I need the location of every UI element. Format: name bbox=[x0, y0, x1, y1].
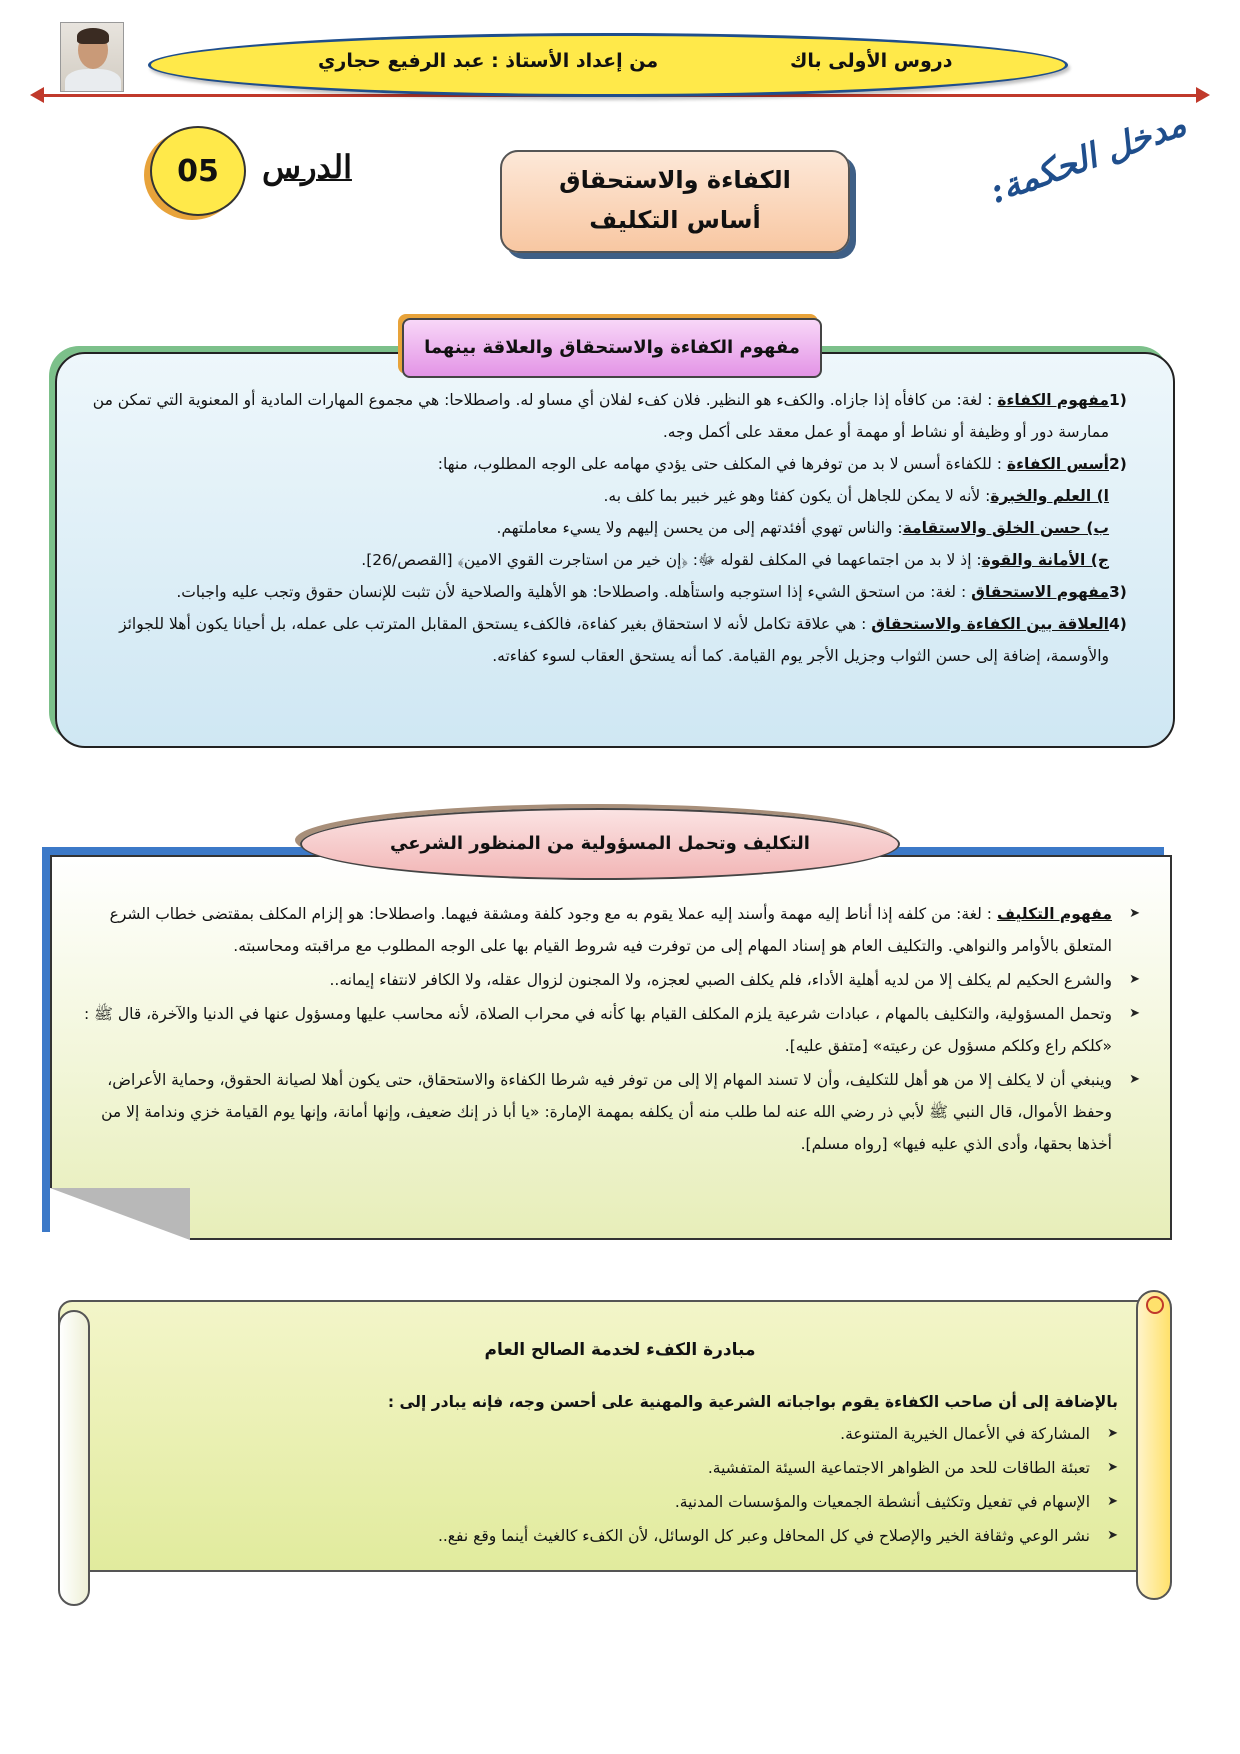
definition-text: : لأنه لا يمكن للجاهل أن يكون كفئا وهو غير خبير بما كلف به. bbox=[603, 487, 991, 505]
section1-body bbox=[80, 384, 1135, 672]
list-item bbox=[72, 1064, 1140, 1160]
item-text: وينبغي أن لا يكلف إلا من هو أهل للتكليف، وأن لا تسند المهام إلا إلى من توفر فيه شرطا الكفاءة والاستحقاق، حتى يكون أهلا لصيانة الحقوق، وحماية الأعراض، وحفظ الأموال، قال النبي ﷺ لأبي ذر رضي الله عنه لما طلب منه أن يكلفه بمهمة الإمارة: «يا أبا ذر إنك ضعيف، وإنها أمانة، وإنها يوم القيامة خزي وندامة إلا من أخذها بحقها، وأدى الذي عليه فيها» [رواه مسلم]. bbox=[101, 1071, 1112, 1153]
definition-text: : لغة: من كافأه إذا جازاه. والكفء هو النظير. فلان كفء لفلان أي مساو له. واصطلاحا: هي مجموع المهارات المادية أو المعنوية التي تمكن من ممارسة دور أو وظيفة أو نشاط أو مهمة أو عمل معقد على أكمل وجه. bbox=[92, 391, 1109, 441]
term: مفهوم الكفاءة bbox=[997, 391, 1109, 409]
section3-body bbox=[280, 1386, 1118, 1554]
arrow-bullet-icon: ➤ bbox=[1129, 1006, 1140, 1021]
lesson-title-line2: أساس التكليف bbox=[589, 206, 761, 234]
arrow-bullet-icon: ➤ bbox=[1129, 972, 1140, 987]
author-label: من إعداد الأستاذ : عبد الرفيع حجاري bbox=[318, 50, 659, 72]
section1-heading: مفهوم الكفاءة والاستحقاق والعلاقة بينهما bbox=[402, 318, 822, 378]
term: مفهوم الاستحقاق bbox=[971, 583, 1109, 601]
item-text: الإسهام في تفعيل وتكثيف أنشطة الجمعيات والمؤسسات المدنية. bbox=[674, 1493, 1090, 1511]
right-arrow-icon bbox=[1196, 87, 1210, 103]
list-item bbox=[72, 964, 1140, 996]
lesson-number-badge: 05 bbox=[150, 126, 246, 216]
arrow-bullet-icon: ➤ bbox=[1107, 1494, 1118, 1509]
relationship bbox=[80, 608, 1135, 672]
definition-merit bbox=[80, 576, 1135, 608]
scroll-left-roll bbox=[58, 1310, 90, 1606]
list-item bbox=[280, 1486, 1118, 1518]
term: أسس الكفاءة bbox=[1006, 455, 1109, 473]
definition-text: : لغة: من كلفه إذا أناط إليه مهمة وأسند إليه عملا يقوم به مع وجود كلفة ومشقة فيهما. واصطلاحا: هو إلزام المكلف بمقتضى خطاب الشرع المتعلق بالأوامر والنواهي. والتكليف العام هو إسناد المهام إلى من توفرت فيه شروط القيام بها على الوجه المطلوب مع مراقبته ومحاسبته. bbox=[109, 905, 1112, 955]
arrow-bullet-icon: ➤ bbox=[1129, 906, 1140, 921]
item-text: والشرع الحكيم لم يكلف إلا من لديه أهلية الأداء، فلم يكلف الصبي لعجزه، ولا المجنون لزوال عقله، ولا الكافر لانتفاء إيمانه.. bbox=[329, 971, 1112, 989]
definition-text: : للكفاءة أسس لا بد من توفرها في المكلف حتى يؤدي مهامه على الوجه المطلوب، منها: bbox=[437, 455, 1007, 473]
item-number: 1) bbox=[1109, 391, 1127, 409]
list-item bbox=[280, 1418, 1118, 1450]
item-number: 4) bbox=[1109, 615, 1127, 633]
competence-foundations bbox=[80, 448, 1135, 480]
arrow-bullet-icon: ➤ bbox=[1107, 1426, 1118, 1441]
term: ا) العلم والخبرة bbox=[990, 487, 1109, 505]
scroll-knob-icon bbox=[1146, 1296, 1164, 1314]
lesson-title-line1: الكفاءة والاستحقاق bbox=[559, 166, 791, 194]
item-text: تعبئة الطاقات للحد من الظواهر الاجتماعية السيئة المتفشية. bbox=[707, 1459, 1090, 1477]
left-arrow-icon bbox=[30, 87, 44, 103]
arrow-bullet-icon: ➤ bbox=[1129, 1072, 1140, 1087]
photo-shirt bbox=[65, 69, 121, 92]
definition-text: : والناس تهوي أفئدتهم إلى من يحسن إليهم ولا يسيء معاملتهم. bbox=[496, 519, 903, 537]
item-text: نشر الوعي وثقافة الخير والإصلاح في كل المحافل وعبر كل الوسائل، لأن الكفء كالغيث أينما وقع نفع.. bbox=[437, 1527, 1090, 1545]
item-text: وتحمل المسؤولية، والتكليف بالمهام ، عبادات شرعية يلزم المكلف القيام بها كأنه في محراب الصلاة، لأنه محاسب عليها ومسؤول عنها في الدنيا والآخرة، قال ﷺ : «كلكم راع وكلكم مسؤول عن رعيته» [متفق عليه]. bbox=[84, 1005, 1112, 1055]
foundation-a bbox=[80, 480, 1135, 512]
term: ج) الأمانة والقوة bbox=[981, 551, 1109, 569]
scroll-right-roll bbox=[1136, 1290, 1172, 1600]
section3-title: مبادرة الكفء لخدمة الصالح العام bbox=[484, 1340, 756, 1360]
item-text: المشاركة في الأعمال الخيرية المتنوعة. bbox=[840, 1425, 1090, 1443]
list-item bbox=[72, 898, 1140, 962]
unit-label: مدخل الحكمة: bbox=[984, 104, 1192, 212]
foundation-c bbox=[80, 544, 1135, 576]
lesson-label: الدرس bbox=[262, 148, 352, 186]
arrow-bullet-icon: ➤ bbox=[1107, 1460, 1118, 1475]
arrow-bullet-icon: ➤ bbox=[1107, 1528, 1118, 1543]
section2-body bbox=[72, 898, 1140, 1162]
series-label: دروس الأولى باك bbox=[790, 50, 953, 72]
list-item bbox=[280, 1452, 1118, 1484]
term: مفهوم التكليف bbox=[996, 905, 1112, 923]
item-number: 2) bbox=[1109, 455, 1127, 473]
list-item bbox=[280, 1520, 1118, 1552]
list-item bbox=[72, 998, 1140, 1062]
page-curl-decoration bbox=[50, 1188, 190, 1240]
definition-competence bbox=[80, 384, 1135, 448]
lesson-title-box bbox=[500, 150, 850, 253]
definition-text: : لغة: من استحق الشيء إذا استوجبه واستأهله. واصطلاحا: هو الأهلية والصلاحية لأن تثبت للإنسان حقوق وتجب عليه واجبات. bbox=[176, 583, 972, 601]
section2-heading: التكليف وتحمل المسؤولية من المنظور الشرعي bbox=[300, 808, 900, 880]
term: العلاقة بين الكفاءة والاستحقاق bbox=[871, 615, 1109, 633]
photo-hair bbox=[77, 28, 109, 44]
definition-text: : هي علاقة تكامل لأنه لا استحقاق بغير كفاءة، فالكفء يستحق المقابل المترتب على عمله، بل أحيانا يكون أهلا للجوائز والأوسمة، إضافة إلى حسن الثواب وجزيل الأجر يوم القيامة. كما أنه يستحق العقاب لسوء كفاءته. bbox=[119, 615, 1109, 665]
term: ب) حسن الخلق والاستقامة bbox=[902, 519, 1109, 537]
item-number: 3) bbox=[1109, 583, 1127, 601]
foundation-b bbox=[80, 512, 1135, 544]
definition-text: : إذ لا بد من اجتماعهما في المكلف لقوله ﷻ: ﴿إن خير من استاجرت القوي الامين﴾ [القصص/26]. bbox=[361, 551, 982, 569]
section3-intro: بالإضافة إلى أن صاحب الكفاءة يقوم بواجباته الشرعية والمهنية على أحسن وجه، فإنه يبادر إلى : bbox=[387, 1393, 1118, 1411]
author-photo bbox=[60, 22, 124, 92]
